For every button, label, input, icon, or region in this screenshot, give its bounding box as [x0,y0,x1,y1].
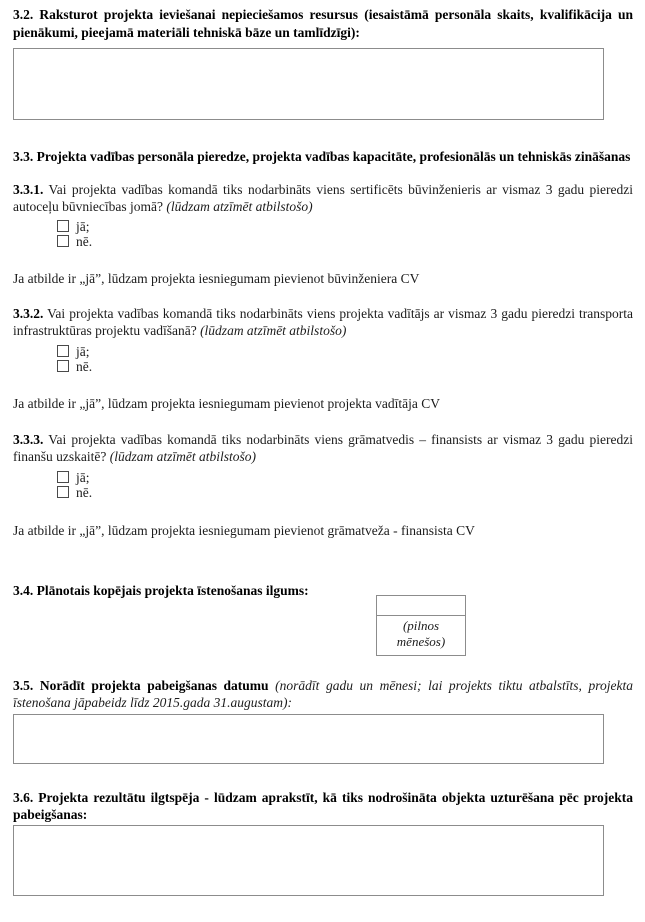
question-3-3-3-text: Vai projekta vadības komandā tiks nodarbināts viens grāmatvedis – finansists ar vismaz 3 gadu pieredzi finanšu uzskaitē? [13,431,633,465]
duration-unit-caption: (pilnos mēnešos) [396,617,446,650]
checkbox-ja[interactable] [57,220,69,232]
section-3-5-heading-note: (norādīt gadu un mēnesi; lai projekts tiktu atbalstīts, projekta īstenošana jāpabeidz līdz 2015.gada 31.augustam): [13,677,633,711]
question-3-3-2-options [57,344,633,376]
option-row-yes [57,219,633,235]
question-3-3-1-options [57,219,633,251]
section-3-6-heading: 3.6. Projekta rezultātu ilgtspēja - lūdzam aprakstīt, kā tiks nodrošināta objekta uzturēšana pēc projekta pabeigšanas: [13,789,633,823]
checkbox-ne[interactable] [57,235,69,247]
question-3-3-2 [13,305,633,340]
section-3-4 [13,582,633,656]
question-3-3-1-number: 3.3.1. [13,181,44,197]
question-3-3-2-note: (lūdzam atzīmēt atbilstošo) [200,323,347,339]
question-3-3-3-note: (lūdzam atzīmēt atbilstošo) [109,449,256,465]
question-3-3-3-number: 3.3.3. [13,431,44,447]
question-3-3-2-followup: Ja atbilde ir „jā”, lūdzam projekta iesniegumam pievienot projekta vadītāja CV [13,396,440,412]
question-3-3-1-followup: Ja atbilde ir „jā”, lūdzam projekta iesniegumam pievienot būvinženiera CV [13,271,420,287]
duration-table [376,595,466,656]
option-row-yes [57,470,633,486]
question-3-3-1-text: Vai projekta vadības komandā tiks nodarbināts viens sertificēts būvinženieris ar vismaz 3 gadu pieredzi autoceļu būvniecības jomā? [13,181,633,214]
checkbox-ne[interactable] [57,360,69,372]
checkbox-ja[interactable] [57,471,69,483]
section-3-5-heading-bold: 3.5. Norādīt projekta pabeigšanas datumu [13,677,269,693]
section-3-5-answer-box[interactable] [13,714,604,764]
option-label-ja: jā; [76,218,90,234]
section-3-2-answer-box[interactable] [13,48,604,120]
question-3-3-3-followup: Ja atbilde ir „jā”, lūdzam projekta iesniegumam pievienot grāmatveža - finansista CV [13,523,475,539]
option-label-ne: nē. [76,485,93,501]
option-row-no [57,359,633,375]
section-3-5-heading [13,677,633,712]
option-label-ne: nē. [76,359,93,375]
checkbox-ja[interactable] [57,345,69,357]
section-3-2-heading: 3.2. Raksturot projekta ieviešanai nepieciešamos resursus (iesaistāmā personāla skaits, kvalifikācija un pienākumi, pieejamā materiāli tehniskā bāze un tamlīdzīgi): [13,7,633,40]
option-label-ja: jā; [76,343,90,359]
question-3-3-1-note: (lūdzam atzīmēt atbilstošo) [166,199,313,214]
question-3-3-3-options [57,470,633,502]
checkbox-ne[interactable] [57,486,69,498]
duration-input[interactable] [377,596,465,616]
option-row-no [57,234,633,250]
section-3-6-answer-box[interactable] [13,825,604,896]
section-3-3-heading: 3.3. Projekta vadības personāla pieredze, projekta vadības kapacitāte, profesionālās un tehniskās zināšanas [13,149,631,164]
option-label-ja: jā; [76,469,90,485]
section-3-4-heading: 3.4. Plānotais kopējais projekta īstenošanas ilgums: [13,582,309,598]
question-3-3-2-number: 3.3.2. [13,305,44,321]
question-3-3-1 [13,181,633,216]
question-3-3-3 [13,431,633,466]
option-label-ne: nē. [76,234,93,250]
option-row-yes [57,344,633,360]
option-row-no [57,485,633,501]
question-3-3-2-text: Vai projekta vadības komandā tiks nodarbināts viens projekta vadītājs ar vismaz 3 gadu pieredzi transporta infrastruktūras projektu vadīšanā? [13,305,633,339]
